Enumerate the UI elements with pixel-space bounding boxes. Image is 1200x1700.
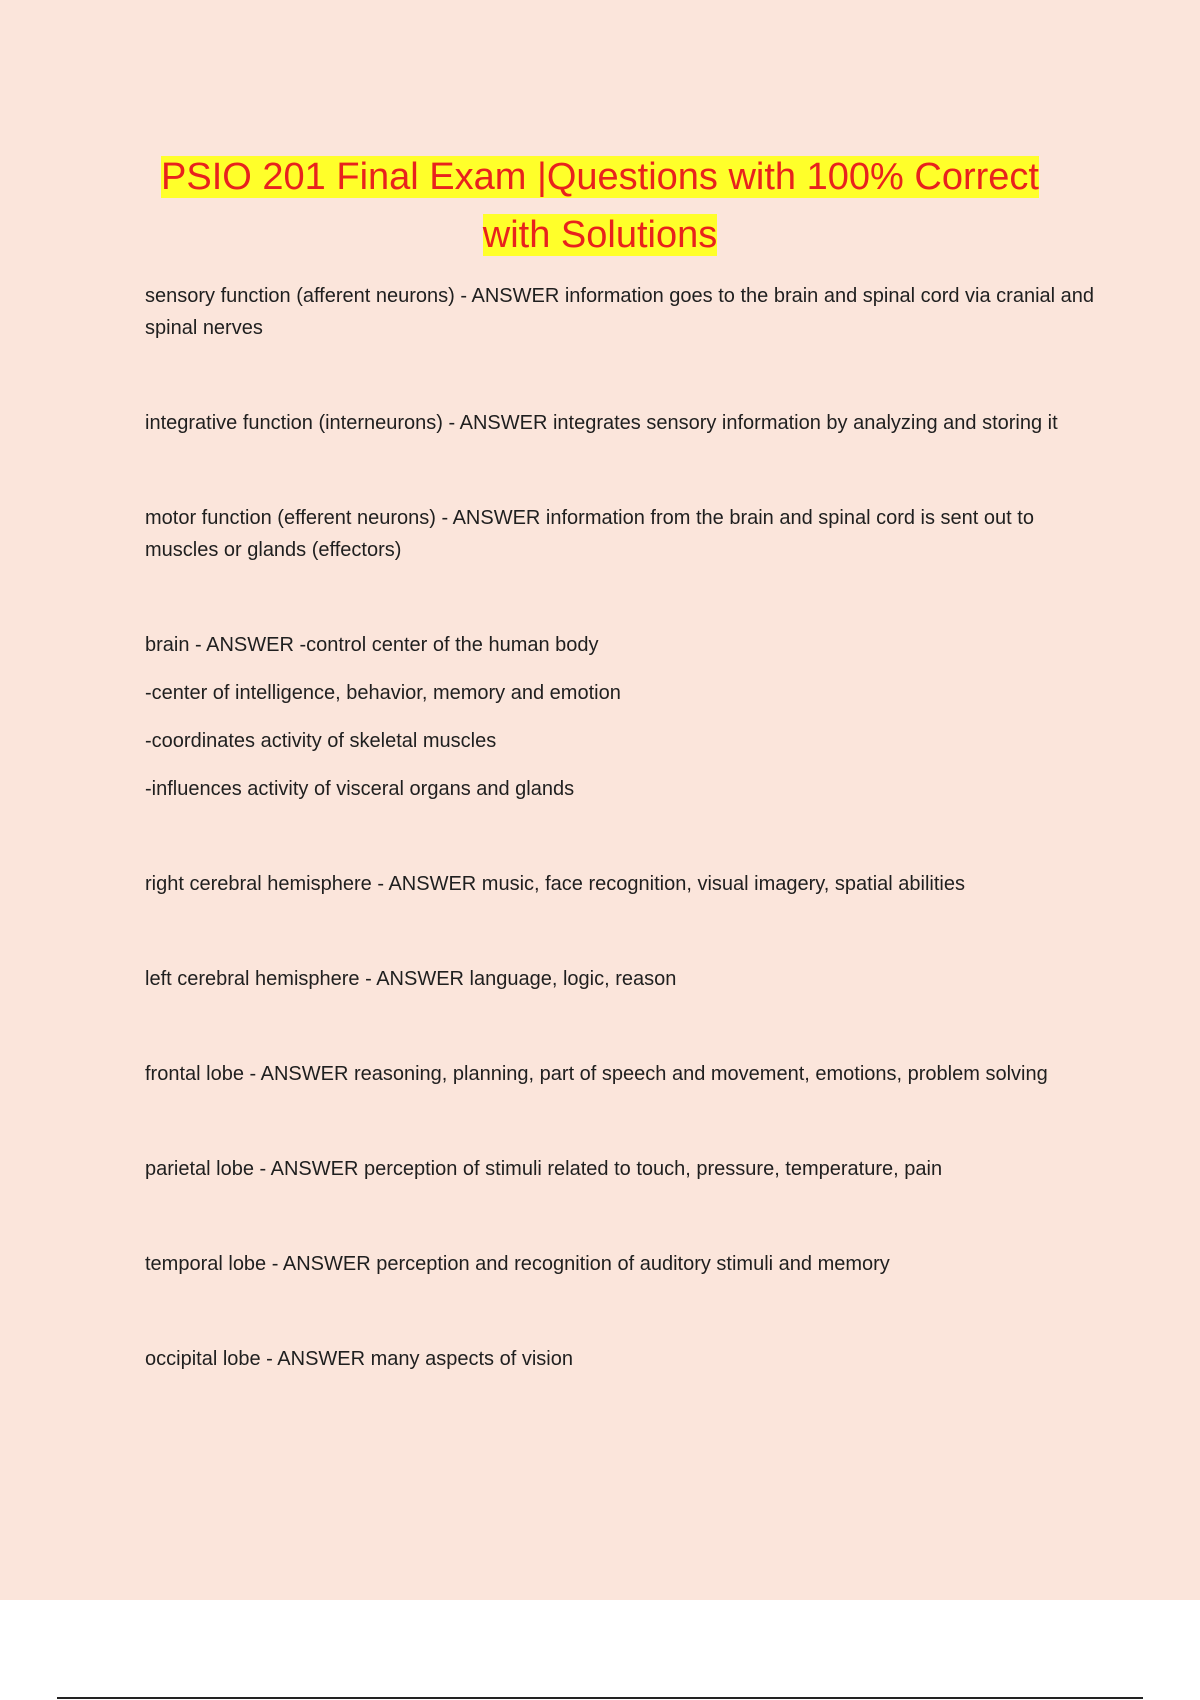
qa-entry-text: parietal lobe - ANSWER perception of stimuli related to touch, pressure, temperature, pain	[145, 1158, 943, 1180]
qa-entry	[145, 629, 1095, 805]
title-line-2	[0, 206, 1200, 264]
qa-entry	[145, 1248, 1095, 1280]
title-line-1	[0, 148, 1200, 206]
qa-entry	[145, 1058, 1095, 1090]
qa-entry	[145, 1343, 1095, 1375]
qa-entry-text: brain - ANSWER -control center of the human body	[145, 634, 599, 656]
qa-entry	[145, 963, 1095, 995]
title-line-1-text: PSIO 201 Final Exam |Questions with 100% Correct	[161, 156, 1039, 198]
qa-entry	[145, 868, 1095, 900]
qa-entry-text: motor function (efferent neurons) - ANSWER information from the brain and spinal cord is sent out to muscles or glands (effectors)	[145, 507, 1034, 561]
qa-list	[145, 280, 1095, 1438]
qa-entry-text: left cerebral hemisphere - ANSWER language, logic, reason	[145, 968, 677, 990]
qa-entry-extra-line: -influences activity of visceral organs and glands	[145, 778, 575, 800]
qa-entry-extra-line: -center of intelligence, behavior, memory and emotion	[145, 682, 621, 704]
qa-entry-text: integrative function (interneurons) - ANSWER integrates sensory information by analyzing and storing it	[145, 412, 1058, 434]
footer-divider	[57, 1697, 1143, 1699]
title-line-2-text: with Solutions	[482, 214, 718, 256]
document-title	[0, 148, 1200, 264]
qa-entry-text: sensory function (afferent neurons) - ANSWER information goes to the brain and spinal cord via cranial and spinal nerves	[145, 285, 1095, 339]
qa-entry-text: right cerebral hemisphere - ANSWER music, face recognition, visual imagery, spatial abilities	[145, 873, 965, 895]
qa-entry-text: temporal lobe - ANSWER perception and recognition of auditory stimuli and memory	[145, 1253, 890, 1275]
qa-entry-text: frontal lobe - ANSWER reasoning, planning, part of speech and movement, emotions, problem solving	[145, 1063, 1048, 1085]
qa-entry	[145, 280, 1095, 344]
qa-entry	[145, 1153, 1095, 1185]
qa-entry	[145, 502, 1095, 566]
qa-entry-extra-line: -coordinates activity of skeletal muscles	[145, 730, 497, 752]
qa-entry	[145, 407, 1095, 439]
qa-entry-text: occipital lobe - ANSWER many aspects of vision	[145, 1348, 573, 1370]
